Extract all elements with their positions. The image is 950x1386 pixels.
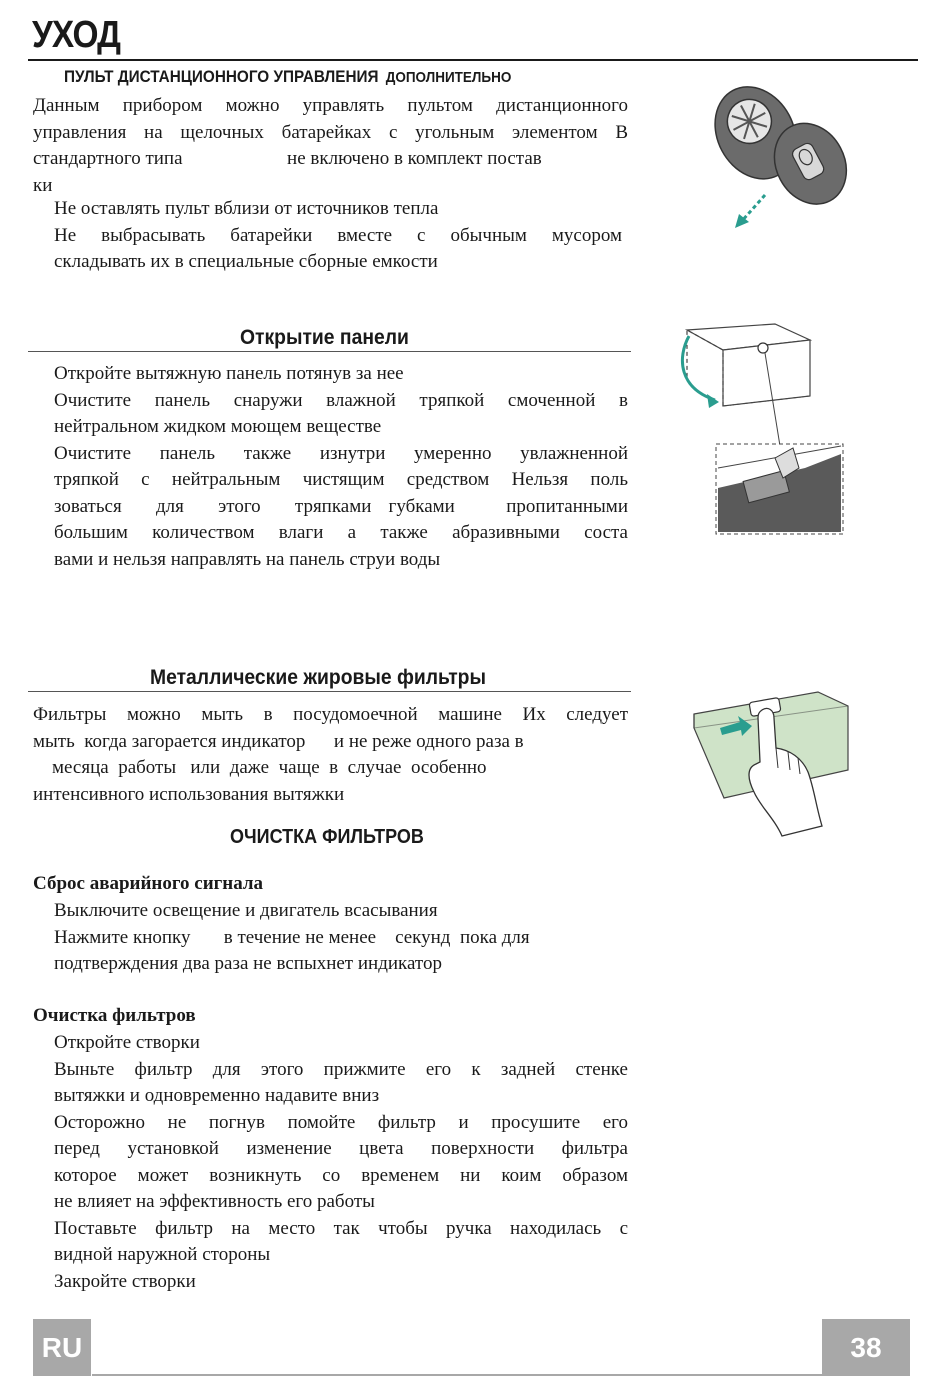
remote-line: ки xyxy=(33,174,53,196)
alarm-heading: Сброс аварийного сигнала xyxy=(33,873,264,894)
panel-item: зоваться для этого тряпками губками пропитанными xyxy=(54,495,628,517)
title-rule xyxy=(28,59,918,61)
panel-item: нейтральном жидком моющем веществе xyxy=(54,416,382,437)
panel-item: большим количеством влаги а также абразивными соста xyxy=(54,522,628,543)
panel-item: вами и нельзя направлять на панель струи воды xyxy=(54,548,441,570)
remote-intro xyxy=(33,93,628,199)
remote-control-illustration xyxy=(705,70,850,235)
panel-items xyxy=(54,361,628,573)
filters-line: месяца работы или даже чаще в случае особенно xyxy=(33,757,487,778)
remote-line: управления на щелочных батарейках с угольным элементом В xyxy=(33,121,628,143)
remote-heading xyxy=(64,67,511,87)
panel-heading: Открытие панели xyxy=(240,326,409,349)
remote-item: Не оставлять пульт вблизи от источников тепла xyxy=(54,198,439,219)
clean-item: Осторожно не погнув помойте фильтр и просушите его xyxy=(54,1111,628,1133)
panel-item: Откройте вытяжную панель потянув за нее xyxy=(54,363,404,384)
clean-heading: Очистка фильтров xyxy=(33,1005,196,1026)
clean-items xyxy=(54,1030,628,1295)
filters-rule xyxy=(28,691,631,692)
clean-item: видной наружной стороны xyxy=(54,1244,271,1265)
clean-item: Откройте створки xyxy=(54,1032,200,1053)
footer-rule xyxy=(92,1374,822,1376)
clean-item: не влияет на эффективность его работы xyxy=(54,1191,375,1212)
clean-item: перед установкой изменение цвета поверхности фильтра xyxy=(54,1138,628,1159)
remote-heading-text: ПУЛЬТ ДИСТАНЦИОННОГО УПРАВЛЕНИЯ xyxy=(64,67,379,86)
panel-open-illustration xyxy=(675,318,850,538)
filter-removal-illustration xyxy=(690,688,855,838)
language-badge: RU xyxy=(33,1319,91,1376)
clean-item: которое может возникнуть со временем ни коим образом xyxy=(54,1164,628,1186)
remote-heading-note: ДОПОЛНИТЕЛЬНО xyxy=(385,69,512,86)
remote-line: Данным прибором можно управлять пультом дистанционного xyxy=(33,95,628,116)
clean-item: вытяжки и одновременно надавите вниз xyxy=(54,1085,380,1106)
filters-cleaning-heading: ОЧИСТКА ФИЛЬТРОВ xyxy=(230,826,424,848)
clean-item: Закройте створки xyxy=(54,1270,196,1292)
filters-heading: Металлические жировые фильтры xyxy=(150,666,486,689)
page-title: УХОД xyxy=(32,14,121,56)
alarm-item: Нажмите кнопку в течение не менее секунд пока для xyxy=(54,926,530,948)
filters-line: мыть когда загорается индикатор и не реже одного раза в xyxy=(33,730,524,752)
filters-line: Фильтры можно мыть в посудомоечной машине Их следует xyxy=(33,704,628,725)
alarm-item: Выключите освещение и двигатель всасывания xyxy=(54,900,438,921)
page-number: 38 xyxy=(822,1319,910,1376)
panel-item: Очистите панель снаружи влажной тряпкой смоченной в xyxy=(54,389,628,411)
panel-item: Очистите панель также изнутри умеренно увлажненной xyxy=(54,442,628,464)
alarm-items xyxy=(54,898,628,978)
remote-item: складывать их в специальные сборные емкости xyxy=(54,251,438,272)
filters-intro xyxy=(33,702,628,808)
filters-line: интенсивного использования вытяжки xyxy=(33,783,345,805)
clean-item: Поставьте фильтр на место так чтобы ручка находилась с xyxy=(54,1217,628,1239)
alarm-item: подтверждения два раза не вспыхнет индикатор xyxy=(54,953,442,974)
clean-item: Выньте фильтр для этого прижмите его к задней стенке xyxy=(54,1058,628,1080)
remote-item: Не выбрасывать батарейки вместе с обычным мусором xyxy=(54,224,622,246)
remote-items xyxy=(54,196,622,276)
panel-item: тряпкой с нейтральным чистящим средством Нельзя поль xyxy=(54,469,628,490)
panel-rule xyxy=(28,351,631,352)
remote-line: стандартного типа не включено в комплект постав xyxy=(33,148,542,169)
